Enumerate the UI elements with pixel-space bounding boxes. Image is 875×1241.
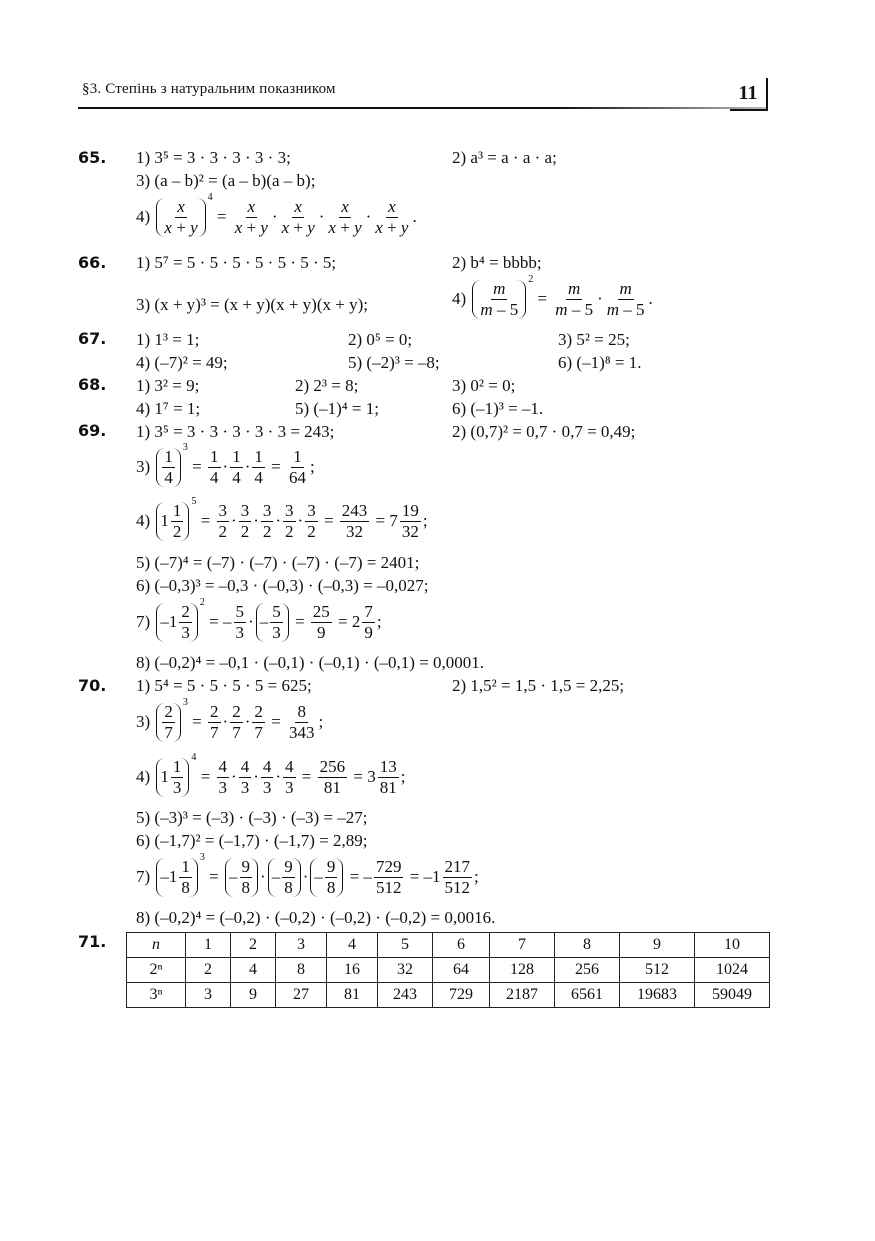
table-cell: 2 (186, 958, 231, 983)
table-cell: 8 (555, 933, 620, 958)
p70-line3: 3) 2 7 3 = 2 7 · 2 7 · 2 7 = 8 343 ; (136, 696, 324, 742)
table-cell: 1 (186, 933, 231, 958)
table-cell: 10 (695, 933, 770, 958)
p65-line3-prefix: 4) (136, 207, 151, 227)
problem-number-67: 67. (78, 329, 107, 348)
p68-item: 4) 1⁷ = 1; (136, 399, 201, 418)
table-cell: 243 (378, 983, 433, 1008)
table-cell: 9 (620, 933, 695, 958)
table-row (127, 933, 770, 958)
p69-line8: 8) (–0,2)⁴ = –0,1 · (–0,1) · (–0,1) · (–0,1) = 0,0001. (136, 653, 485, 672)
table-cell: 6561 (555, 983, 620, 1008)
p69-line5: 5) (–7)⁴ = (–7) · (–7) · (–7) · (–7) = 2401; (136, 553, 420, 572)
table-cell: 9 (231, 983, 276, 1008)
problem-number-70: 70. (78, 676, 107, 695)
problem-number-65: 65. (78, 148, 107, 167)
problem-number-66: 66. (78, 253, 107, 272)
p68-item: 1) 3² = 9; (136, 376, 200, 395)
table-cell: 729 (433, 983, 490, 1008)
table-cell: 59049 (695, 983, 770, 1008)
table-row (127, 958, 770, 983)
p67-item: 3) 5² = 25; (558, 330, 630, 349)
powers-table (126, 932, 770, 1008)
p67-item: 2) 0⁵ = 0; (348, 330, 413, 349)
table-cell: 3ⁿ (127, 983, 186, 1008)
p69-line4: 4) 1 1 2 5 = 3 2 · 3 2 · 3 2 · 3 2 · 3 2 = 243 32 = 7 19 32 ; (136, 495, 428, 541)
p65-line1b: 2) a³ = a · a · a; (452, 148, 557, 167)
p67-item: 6) (–1)⁸ = 1. (558, 353, 642, 372)
p68-item: 5) (–1)⁴ = 1; (295, 399, 379, 418)
p68-item: 6) (–1)³ = –1. (452, 399, 544, 418)
table-cell: 19683 (620, 983, 695, 1008)
p70-line4: 4) 1 1 3 4 = 4 3 · 4 3 · 4 3 · 4 3 = 256 81 = 3 13 81 ; (136, 751, 406, 797)
table-cell: n (127, 933, 186, 958)
table-cell: 2 (231, 933, 276, 958)
p69-line1b: 2) (0,7)² = 0,7 · 0,7 = 0,49; (452, 422, 636, 441)
p67-item: 1) 1³ = 1; (136, 330, 200, 349)
table-cell: 32 (378, 958, 433, 983)
table-cell: 7 (490, 933, 555, 958)
table-cell: 64 (433, 958, 490, 983)
p66-line2b: 4) m m – 5 2 = m m – 5 · m m – 5 . (452, 273, 653, 319)
p67-item: 5) (–2)³ = –8; (348, 353, 440, 372)
problem-number-68: 68. (78, 375, 107, 394)
p66-line1: 1) 5⁷ = 5 · 5 · 5 · 5 · 5 · 5 · 5; (136, 253, 337, 272)
table-cell: 2187 (490, 983, 555, 1008)
p65-line2: 3) (a – b)² = (a – b)(a – b); (136, 171, 316, 190)
p70-line6: 6) (–1,7)² = (–1,7) · (–1,7) = 2,89; (136, 831, 368, 850)
p66-line1b: 2) b⁴ = bbbb; (452, 253, 542, 272)
p69-line1: 1) 3⁵ = 3 · 3 · 3 · 3 · 3 = 243; (136, 422, 335, 441)
p70-line7: 7) –1 1 8 3 = – 9 8 · – 9 8 · – 9 8 = – 729 512 = –1 217 512 ; (136, 851, 479, 897)
p67-item: 4) (–7)² = 49; (136, 353, 228, 372)
p68-item: 3) 0² = 0; (452, 376, 516, 395)
table-row (127, 983, 770, 1008)
p65-line3: 4) x x + y 4 = x x + y · x x + y · x x + y · x x + y . (136, 191, 417, 237)
p70-line1b: 2) 1,5² = 1,5 · 1,5 = 2,25; (452, 676, 625, 695)
table-cell: 4 (231, 958, 276, 983)
table-cell: 128 (490, 958, 555, 983)
table-cell: 16 (327, 958, 378, 983)
p69-line7: 7) –1 2 3 2 = – 5 3 · – 5 3 = 25 9 = 2 7 9 ; (136, 596, 382, 642)
table-cell: 512 (620, 958, 695, 983)
p69-line6: 6) (–0,3)³ = –0,3 · (–0,3) · (–0,3) = –0,027; (136, 576, 429, 595)
table-cell: 3 (276, 933, 327, 958)
table-cell: 5 (378, 933, 433, 958)
header-rule (78, 107, 768, 109)
page-number: 11 (738, 82, 758, 104)
table-cell: 3 (186, 983, 231, 1008)
p68-item: 2) 2³ = 8; (295, 376, 359, 395)
p70-line5: 5) (–3)³ = (–3) · (–3) · (–3) = –27; (136, 808, 368, 827)
p70-line8: 8) (–0,2)⁴ = (–0,2) · (–0,2) · (–0,2) · (–0,2) = 0,0016. (136, 908, 496, 927)
table-cell: 6 (433, 933, 490, 958)
table-cell: 27 (276, 983, 327, 1008)
table-cell: 4 (327, 933, 378, 958)
p69-line3: 3) 1 4 3 = 1 4 · 1 4 · 1 4 = 1 64 ; (136, 441, 315, 487)
p66-line2b-prefix: 4) (452, 289, 467, 309)
problem-number-71: 71. (78, 932, 107, 951)
section-title: §3. Степінь з натуральним показником (82, 81, 336, 97)
table-cell: 81 (327, 983, 378, 1008)
p66-line2: 3) (x + y)³ = (x + y)(x + y)(x + y); (136, 295, 368, 314)
table-cell: 1024 (695, 958, 770, 983)
table-cell: 256 (555, 958, 620, 983)
p65-line1: 1) 3⁵ = 3 · 3 · 3 · 3 · 3; (136, 148, 291, 167)
problem-number-69: 69. (78, 421, 107, 440)
table-cell: 8 (276, 958, 327, 983)
p70-line1: 1) 5⁴ = 5 · 5 · 5 · 5 = 625; (136, 676, 312, 695)
table-cell: 2ⁿ (127, 958, 186, 983)
